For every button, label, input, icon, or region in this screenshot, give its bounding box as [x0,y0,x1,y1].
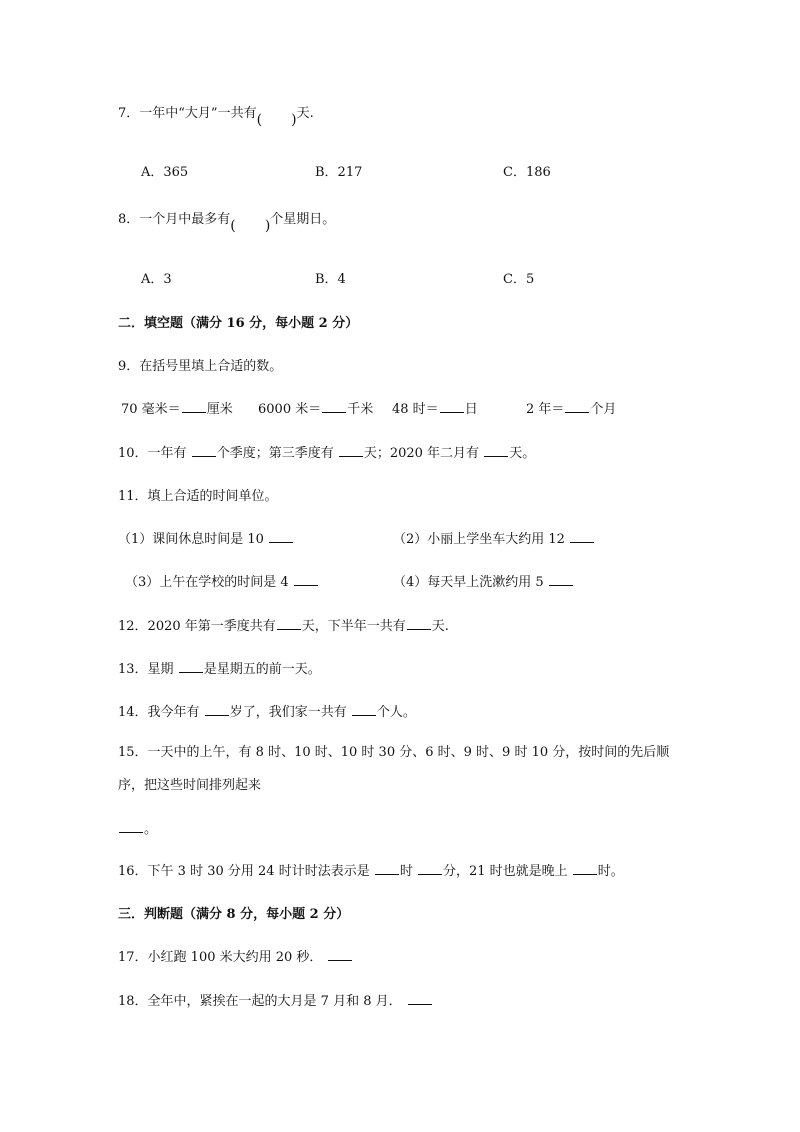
q18-text: 18．全年中，紧挨在一起的大月是 7 月和 8 月． [118,994,402,1009]
answer-blank[interactable] [179,660,203,673]
q8-option-c[interactable]: C．5 [503,272,535,287]
q10-text-2: 个季度；第三季度有 [216,446,338,461]
q11-item-2 [393,530,595,549]
answer-blank[interactable] [322,400,346,413]
answer-blank[interactable] [570,530,594,543]
q17-text: 17．小红跑 100 米大约用 20 秒． [118,950,323,965]
q16-text-4: 时。 [597,864,624,879]
q11-item-2-text: （2）小丽上学坐车大约用 12 [393,532,570,547]
q8-number: 8． [118,212,140,227]
q7-text-end: 天. [296,106,314,121]
q16-text-1: 16．下午 3 时 30 分用 24 时计时法表示是 [118,864,374,879]
q7-text: 一年中“大月”一共有 [139,106,257,121]
question-17 [118,948,353,967]
q11-item-3-text: （3）上午在学校的时间是 4 [125,575,293,590]
answer-blank[interactable] [408,992,432,1005]
q9-item-4 [526,400,616,419]
q16-text-2: 时 [399,864,417,879]
q13-text-2: 是星期五的前一天。 [203,662,321,677]
section-3-heading: 三．判断题（满分 8 分，每小题 2 分） [118,907,350,922]
answer-blank[interactable] [205,703,229,716]
answer-blank[interactable] [119,820,143,833]
answer-blank[interactable] [418,862,442,875]
q11-item-4 [393,573,574,592]
q13-text-1: 13．星期 [118,662,178,677]
q9-item-2-unit: 千米 [347,402,374,417]
q10-text-4: 天。 [509,446,536,461]
q12-text-1: 12．2020 年第一季度共有 [118,619,276,634]
q8-option-b[interactable]: B．4 [315,272,346,287]
q9-item-3-unit: 日 [464,402,478,417]
q7-option-a[interactable]: A．365 [141,165,189,180]
answer-blank[interactable] [339,444,363,457]
q11-item-3 [125,573,319,592]
q8-option-a[interactable]: A．3 [141,272,172,287]
answer-blank[interactable] [182,400,206,413]
answer-blank[interactable] [352,703,376,716]
q14-text-3: 个人。 [376,705,416,720]
answer-blank[interactable] [375,862,399,875]
q7-option-c[interactable]: C．186 [503,165,551,180]
question-18 [118,992,433,1011]
q12-text-3: 天. [431,619,449,634]
q10-text-3: 天；2020 年二月有 [363,446,484,461]
section-2-heading: 二．填空题（满分 16 分，每小题 2 分） [118,316,359,331]
question-7 [118,105,314,123]
q7-number: 7． [118,106,140,121]
answer-blank[interactable] [192,444,216,457]
q9-item-1-unit: 厘米 [206,402,233,417]
q10-text-1: 10．一年有 [118,446,191,461]
question-16 [118,862,624,881]
answer-blank[interactable] [277,617,301,630]
question-11: 11．填上合适的时间单位。 [118,489,278,504]
question-12 [118,617,449,636]
q11-item-4-text: （4）每天早上洗漱约用 5 [393,575,548,590]
question-15-line-1: 15．一天中的上午，有 8 时、10 时、10 时 30 分、6 时、9 时、9 时 10 分，按时间的先后顺 [118,745,670,760]
question-9: 9．在括号里填上合适的数。 [118,359,283,374]
answer-blank[interactable] [565,400,589,413]
q9-item-4-left: 2 年＝ [526,402,565,417]
question-8 [118,211,335,229]
question-15-line-2: 序，把这些时间排列起来 [118,778,262,793]
q7-option-b[interactable]: B．217 [315,165,363,180]
q9-item-3-left: 48 时＝ [392,402,439,417]
q15-end: 。 [144,822,158,837]
q14-text-2: 岁了，我们家一共有 [229,705,351,720]
question-14 [118,703,416,722]
question-13 [118,660,321,679]
q9-item-2 [258,400,373,419]
q16-text-3: 分，21 时也就是晚上 [442,864,572,879]
question-10 [118,444,535,463]
answer-blank[interactable] [484,444,508,457]
answer-blank[interactable] [440,400,464,413]
answer-blank[interactable] [549,573,573,586]
answer-blank[interactable] [269,530,293,543]
q11-item-1 [118,530,294,549]
answer-blank[interactable] [573,862,597,875]
question-15-answer [118,820,157,839]
q11-item-1-text: （1）课间休息时间是 10 [118,532,269,547]
q9-item-1 [121,400,233,419]
answer-blank[interactable] [328,948,352,961]
q8-text-end: 个星期日。 [270,212,336,227]
q9-item-1-left: 70 毫米＝ [121,402,181,417]
q8-text: 一个月中最多有 [139,212,231,227]
answer-blank[interactable] [407,617,431,630]
q9-item-4-unit: 个月 [590,402,617,417]
q12-text-2: 天，下半年一共有 [301,619,406,634]
answer-blank[interactable] [294,573,318,586]
q9-item-3 [392,400,478,419]
q9-item-2-left: 6000 米＝ [258,402,322,417]
q14-text-1: 14．我今年有 [118,705,204,720]
